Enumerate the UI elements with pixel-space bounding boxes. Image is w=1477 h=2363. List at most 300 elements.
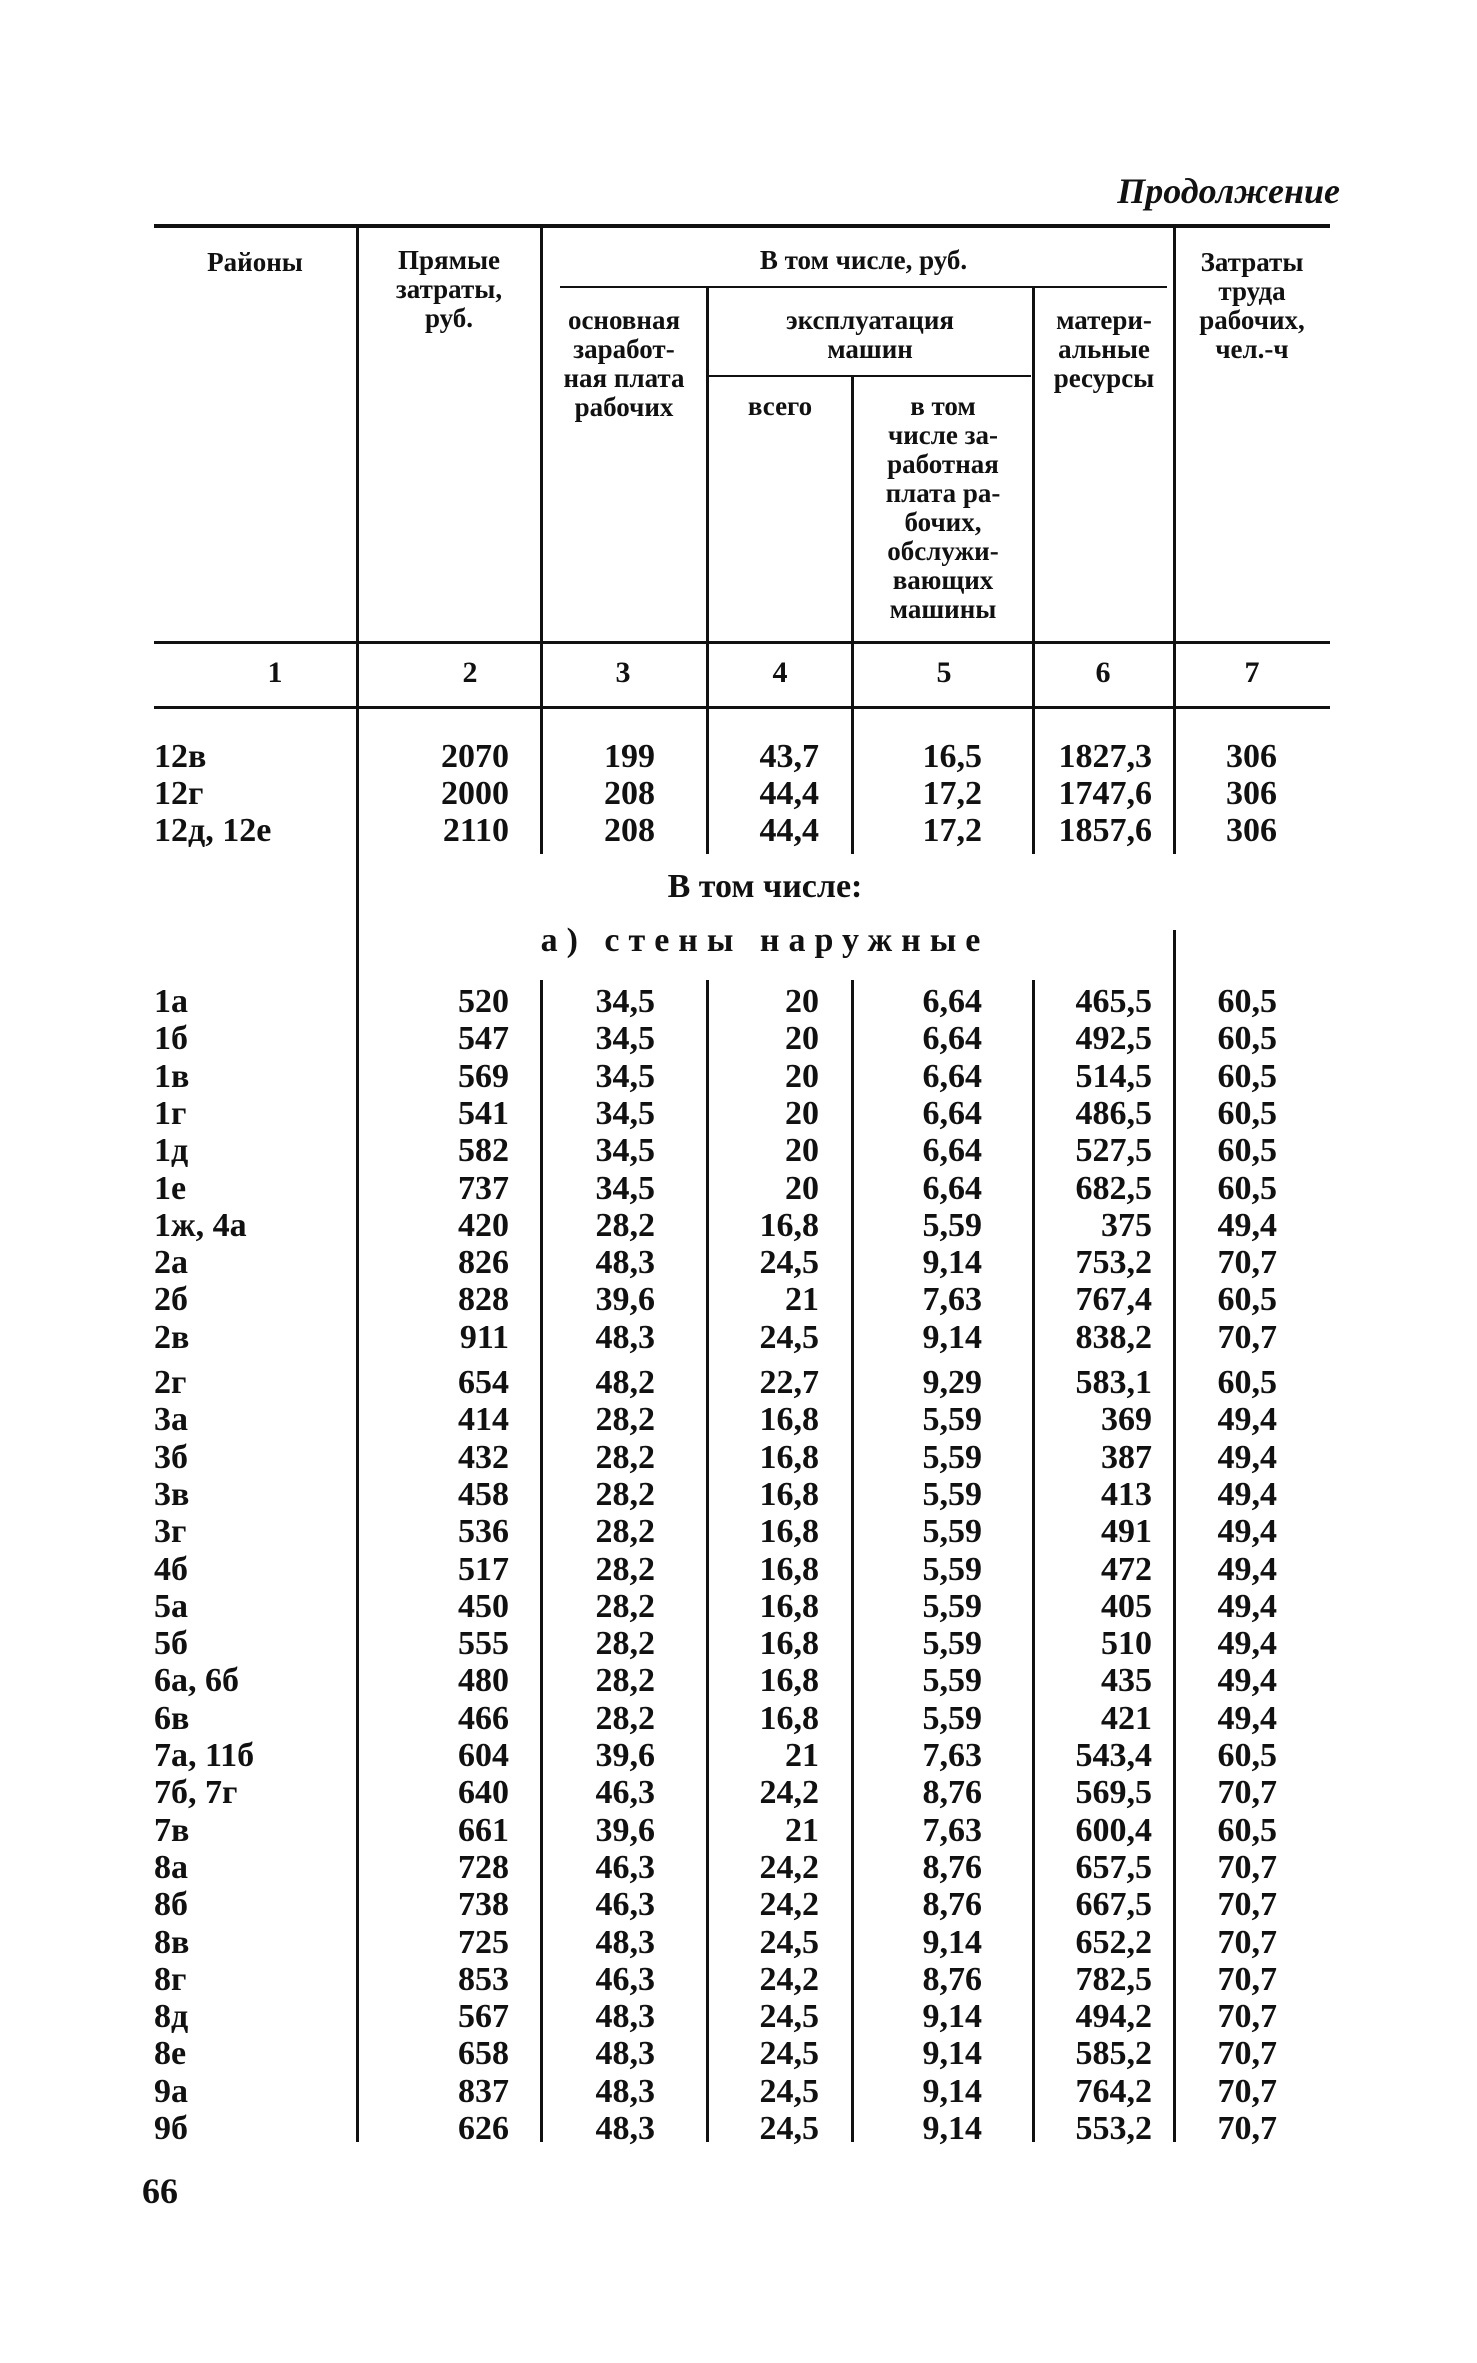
cell-labor: 49,4 <box>1217 1513 1277 1550</box>
cell-direct-costs: 517 <box>458 1551 509 1588</box>
cell-materials: 543,4 <box>1075 1737 1152 1774</box>
cell-direct-costs: 640 <box>458 1774 509 1811</box>
cell-machine-total: 22,7 <box>759 1364 819 1401</box>
table-row <box>0 1812 1477 1849</box>
cell-materials: 405 <box>1101 1588 1152 1625</box>
cell-materials: 472 <box>1101 1551 1152 1588</box>
cell-materials: 1857,6 <box>1058 812 1152 849</box>
header-base-wage <box>544 306 704 422</box>
column-number: 4 <box>772 656 788 689</box>
table-row <box>0 1058 1477 1095</box>
cell-machine-total: 24,5 <box>759 1319 819 1356</box>
cell-base-wage: 28,2 <box>595 1588 655 1625</box>
cell-base-wage: 46,3 <box>595 1774 655 1811</box>
cell-district: 5а <box>154 1588 188 1625</box>
table-row <box>0 1737 1477 1774</box>
cell-base-wage: 46,3 <box>595 1886 655 1923</box>
cell-district: 7б, 7г <box>154 1774 238 1811</box>
header-line: числе за- <box>888 420 998 450</box>
table-row <box>0 2035 1477 2072</box>
cell-district: 6а, 6б <box>154 1662 239 1699</box>
cell-district: 7а, 11б <box>154 1737 255 1774</box>
cell-base-wage: 34,5 <box>595 983 655 1020</box>
cell-machine-total: 24,2 <box>759 1886 819 1923</box>
column-number: 1 <box>267 656 283 689</box>
cell-district: 1в <box>154 1058 190 1095</box>
cell-direct-costs: 466 <box>458 1700 509 1737</box>
cell-machine-total: 44,4 <box>759 812 819 849</box>
cell-materials: 387 <box>1101 1439 1152 1476</box>
cell-labor: 306 <box>1226 775 1277 812</box>
cell-machine-wage: 9,14 <box>922 2035 982 2072</box>
cell-district: 8е <box>154 2035 187 2072</box>
cell-machine-wage: 5,59 <box>922 1476 982 1513</box>
cell-machine-total: 16,8 <box>759 1662 819 1699</box>
header-line: в том <box>910 391 976 421</box>
cell-district: 9б <box>154 2110 188 2147</box>
including-rule <box>560 286 1167 288</box>
cell-base-wage: 48,3 <box>595 1319 655 1356</box>
cell-machine-wage: 5,59 <box>922 1513 982 1550</box>
cell-direct-costs: 737 <box>458 1170 509 1207</box>
cell-materials: 600,4 <box>1075 1812 1152 1849</box>
cell-direct-costs: 604 <box>458 1737 509 1774</box>
cell-base-wage: 34,5 <box>595 1058 655 1095</box>
cell-base-wage: 28,2 <box>595 1700 655 1737</box>
table-row <box>0 1401 1477 1438</box>
cell-direct-costs: 555 <box>458 1625 509 1662</box>
table-row <box>0 1244 1477 1281</box>
table-row <box>0 1513 1477 1550</box>
header-line: руб. <box>424 303 474 333</box>
cell-materials: 1747,6 <box>1058 775 1152 812</box>
cell-machine-wage: 9,14 <box>922 1319 982 1356</box>
header-line: Прямые <box>397 245 501 275</box>
header-line: рабочих, <box>1199 305 1305 335</box>
cell-machine-wage: 17,2 <box>922 812 982 849</box>
cell-district: 1е <box>154 1170 187 1207</box>
cell-direct-costs: 458 <box>458 1476 509 1513</box>
cell-labor: 49,4 <box>1217 1588 1277 1625</box>
header-line: матери- <box>1056 305 1152 335</box>
cell-base-wage: 48,3 <box>595 1924 655 1961</box>
header-line: плата ра- <box>885 478 1001 508</box>
cell-machine-wage: 7,63 <box>922 1812 982 1849</box>
cell-direct-costs: 725 <box>458 1924 509 1961</box>
cell-machine-wage: 5,59 <box>922 1662 982 1699</box>
cell-machine-total: 24,2 <box>759 1849 819 1886</box>
cell-labor: 60,5 <box>1217 1132 1277 1169</box>
table-row <box>0 1588 1477 1625</box>
cell-district: 1а <box>154 983 188 1020</box>
cell-district: 7в <box>154 1812 190 1849</box>
cell-machine-wage: 7,63 <box>922 1737 982 1774</box>
header-direct-costs <box>360 246 538 333</box>
column-number: 6 <box>1095 656 1111 689</box>
cell-machine-total: 16,8 <box>759 1513 819 1550</box>
cell-labor: 70,7 <box>1217 2035 1277 2072</box>
cell-direct-costs: 582 <box>458 1132 509 1169</box>
table-row <box>0 983 1477 1020</box>
header-line: чел.-ч <box>1215 334 1289 364</box>
cell-labor: 70,7 <box>1217 2110 1277 2147</box>
page-number: 66 <box>142 2171 178 2211</box>
cell-machine-wage: 9,14 <box>922 2110 982 2147</box>
cell-direct-costs: 547 <box>458 1020 509 1057</box>
cell-machine-wage: 6,64 <box>922 1020 982 1057</box>
cell-materials: 553,2 <box>1075 2110 1152 2147</box>
cell-direct-costs: 911 <box>459 1319 509 1356</box>
table-row <box>0 1476 1477 1513</box>
cell-machine-total: 20 <box>785 1058 819 1095</box>
cell-direct-costs: 853 <box>458 1961 509 1998</box>
cell-machine-wage: 9,29 <box>922 1364 982 1401</box>
cell-materials: 682,5 <box>1075 1170 1152 1207</box>
cell-base-wage: 28,2 <box>595 1439 655 1476</box>
cell-labor: 70,7 <box>1217 1886 1277 1923</box>
cell-direct-costs: 2000 <box>441 775 509 812</box>
cell-machine-wage: 8,76 <box>922 1849 982 1886</box>
vrule-6-header <box>1173 228 1176 706</box>
cell-machine-wage: 9,14 <box>922 1244 982 1281</box>
cell-district: 12г <box>154 775 204 812</box>
table-row <box>0 1095 1477 1132</box>
cell-base-wage: 48,3 <box>595 1244 655 1281</box>
cell-labor: 70,7 <box>1217 1849 1277 1886</box>
header-incl-machine-wage <box>855 392 1031 624</box>
cell-direct-costs: 541 <box>458 1095 509 1132</box>
cell-district: 8г <box>154 1961 187 1998</box>
header-line: труда <box>1218 276 1286 306</box>
cell-base-wage: 46,3 <box>595 1961 655 1998</box>
cell-machine-total: 20 <box>785 1095 819 1132</box>
cell-materials: 764,2 <box>1075 2073 1152 2110</box>
cell-machine-total: 16,8 <box>759 1207 819 1244</box>
cell-labor: 49,4 <box>1217 1662 1277 1699</box>
header-line: ная плата <box>563 363 685 393</box>
cell-district: 3в <box>154 1476 190 1513</box>
cell-district: 2а <box>154 1244 188 1281</box>
column-numbers-rule <box>154 706 1330 709</box>
cell-base-wage: 48,3 <box>595 2073 655 2110</box>
table-row <box>0 1281 1477 1318</box>
cell-labor: 60,5 <box>1217 983 1277 1020</box>
vrule-3-header <box>706 286 709 706</box>
cell-machine-total: 16,8 <box>759 1476 819 1513</box>
cell-labor: 60,5 <box>1217 1058 1277 1095</box>
column-number: 5 <box>936 656 952 689</box>
cell-district: 2г <box>154 1364 187 1401</box>
cell-machine-wage: 6,64 <box>922 1095 982 1132</box>
cell-materials: 583,1 <box>1075 1364 1152 1401</box>
cell-materials: 375 <box>1101 1207 1152 1244</box>
cell-labor: 306 <box>1226 812 1277 849</box>
cell-materials: 838,2 <box>1075 1319 1152 1356</box>
cell-machine-total: 16,8 <box>759 1439 819 1476</box>
cell-labor: 70,7 <box>1217 1319 1277 1356</box>
cell-district: 8в <box>154 1924 190 1961</box>
cell-machine-wage: 8,76 <box>922 1961 982 1998</box>
cell-machine-total: 24,5 <box>759 2110 819 2147</box>
cell-base-wage: 28,2 <box>595 1513 655 1550</box>
column-number: 2 <box>462 656 478 689</box>
cell-machine-wage: 6,64 <box>922 1170 982 1207</box>
header-line: Затраты <box>1200 247 1304 277</box>
cell-machine-wage: 9,14 <box>922 1998 982 2035</box>
header-line: эксплуатация <box>786 305 954 335</box>
cell-machine-total: 20 <box>785 1132 819 1169</box>
table-row <box>0 812 1477 849</box>
table-row <box>0 1551 1477 1588</box>
cell-district: 2в <box>154 1319 190 1356</box>
header-materials <box>1036 306 1172 393</box>
cell-machine-total: 16,8 <box>759 1700 819 1737</box>
cell-machine-total: 20 <box>785 1170 819 1207</box>
cell-base-wage: 34,5 <box>595 1095 655 1132</box>
cell-labor: 70,7 <box>1217 1924 1277 1961</box>
cell-labor: 60,5 <box>1217 1020 1277 1057</box>
cell-machine-total: 24,5 <box>759 2035 819 2072</box>
cell-district: 9а <box>154 2073 188 2110</box>
cell-base-wage: 208 <box>604 775 655 812</box>
cell-district: 8д <box>154 1998 189 2035</box>
header-machine-operation <box>710 306 1030 364</box>
cell-district: 4б <box>154 1551 188 1588</box>
cell-direct-costs: 414 <box>458 1401 509 1438</box>
cell-district: 8б <box>154 1886 188 1923</box>
table-row <box>0 1998 1477 2035</box>
cell-machine-total: 21 <box>785 1737 819 1774</box>
cell-materials: 753,2 <box>1075 1244 1152 1281</box>
cell-base-wage: 39,6 <box>595 1281 655 1318</box>
column-number: 3 <box>615 656 631 689</box>
cell-machine-total: 16,8 <box>759 1588 819 1625</box>
cell-direct-costs: 432 <box>458 1439 509 1476</box>
cell-district: 12в <box>154 738 207 775</box>
table-row <box>0 2073 1477 2110</box>
cell-district: 2б <box>154 1281 188 1318</box>
cell-materials: 667,5 <box>1075 1886 1152 1923</box>
cell-direct-costs: 450 <box>458 1588 509 1625</box>
cell-direct-costs: 2110 <box>442 812 509 849</box>
header-line: работная <box>887 449 999 479</box>
table-row <box>0 775 1477 812</box>
cell-materials: 486,5 <box>1075 1095 1152 1132</box>
header-line: обслужи- <box>887 536 999 566</box>
cell-base-wage: 199 <box>604 738 655 775</box>
header-labor <box>1177 248 1327 364</box>
cell-labor: 60,5 <box>1217 1095 1277 1132</box>
table-row <box>0 1886 1477 1923</box>
cell-district: 1д <box>154 1132 189 1169</box>
cell-machine-total: 21 <box>785 1812 819 1849</box>
cell-materials: 413 <box>1101 1476 1152 1513</box>
cell-materials: 652,2 <box>1075 1924 1152 1961</box>
cell-labor: 49,4 <box>1217 1625 1277 1662</box>
cell-materials: 514,5 <box>1075 1058 1152 1095</box>
cell-machine-wage: 5,59 <box>922 1551 982 1588</box>
header-line: заработ- <box>573 334 675 364</box>
cell-materials: 435 <box>1101 1662 1152 1699</box>
cell-labor: 60,5 <box>1217 1364 1277 1401</box>
cell-machine-wage: 6,64 <box>922 1132 982 1169</box>
cell-district: 6в <box>154 1700 190 1737</box>
table-row <box>0 1924 1477 1961</box>
cell-machine-wage: 5,59 <box>922 1700 982 1737</box>
cell-machine-total: 16,8 <box>759 1401 819 1438</box>
cell-materials: 657,5 <box>1075 1849 1152 1886</box>
cell-machine-wage: 17,2 <box>922 775 982 812</box>
cell-machine-total: 24,5 <box>759 1998 819 2035</box>
cell-labor: 60,5 <box>1217 1737 1277 1774</box>
vrule-1-header <box>356 228 359 706</box>
cell-direct-costs: 480 <box>458 1662 509 1699</box>
cell-district: 3г <box>154 1513 187 1550</box>
cell-direct-costs: 837 <box>458 2073 509 2110</box>
cell-materials: 585,2 <box>1075 2035 1152 2072</box>
cell-machine-wage: 7,63 <box>922 1281 982 1318</box>
cell-labor: 60,5 <box>1217 1281 1277 1318</box>
machine-rule <box>709 375 1031 377</box>
cell-materials: 491 <box>1101 1513 1152 1550</box>
cell-base-wage: 39,6 <box>595 1737 655 1774</box>
cell-labor: 49,4 <box>1217 1207 1277 1244</box>
cell-base-wage: 48,2 <box>595 1364 655 1401</box>
cell-direct-costs: 661 <box>458 1812 509 1849</box>
continuation-label: Продолжение <box>1117 171 1340 211</box>
table-row <box>0 1364 1477 1401</box>
cell-machine-total: 24,5 <box>759 1924 819 1961</box>
table-row <box>0 1207 1477 1244</box>
table-row <box>0 1319 1477 1356</box>
cell-materials: 492,5 <box>1075 1020 1152 1057</box>
table-row <box>0 1961 1477 1998</box>
cell-base-wage: 28,2 <box>595 1662 655 1699</box>
cell-machine-total: 20 <box>785 983 819 1020</box>
cell-machine-wage: 5,59 <box>922 1439 982 1476</box>
table-row <box>0 1774 1477 1811</box>
cell-base-wage: 34,5 <box>595 1170 655 1207</box>
header-including-rub: В том числе, руб. <box>759 245 968 275</box>
cell-machine-total: 43,7 <box>759 738 819 775</box>
cell-base-wage: 28,2 <box>595 1551 655 1588</box>
table-row <box>0 1662 1477 1699</box>
cell-machine-wage: 9,14 <box>922 1924 982 1961</box>
table-row <box>0 1625 1477 1662</box>
cell-district: 8а <box>154 1849 188 1886</box>
cell-direct-costs: 567 <box>458 1998 509 2035</box>
vrule-5-header <box>1032 286 1035 706</box>
cell-machine-wage: 16,5 <box>922 738 982 775</box>
cell-base-wage: 34,5 <box>595 1020 655 1057</box>
cell-direct-costs: 826 <box>458 1244 509 1281</box>
cell-machine-wage: 6,64 <box>922 983 982 1020</box>
cell-direct-costs: 738 <box>458 1886 509 1923</box>
cell-materials: 1827,3 <box>1058 738 1152 775</box>
cell-labor: 70,7 <box>1217 1244 1277 1281</box>
cell-machine-total: 21 <box>785 1281 819 1318</box>
vrule-2-header <box>540 228 543 706</box>
cell-direct-costs: 2070 <box>441 738 509 775</box>
header-line: бочих, <box>904 507 982 537</box>
header-line: основная <box>567 305 681 335</box>
table-row <box>0 1170 1477 1207</box>
cell-base-wage: 28,2 <box>595 1207 655 1244</box>
cell-materials: 782,5 <box>1075 1961 1152 1998</box>
cell-direct-costs: 828 <box>458 1281 509 1318</box>
header-line: затраты, <box>395 274 503 304</box>
section-walls: а) стены наружные <box>540 922 990 959</box>
cell-materials: 527,5 <box>1075 1132 1152 1169</box>
cell-machine-wage: 9,14 <box>922 2073 982 2110</box>
cell-district: 3а <box>154 1401 188 1438</box>
cell-machine-total: 20 <box>785 1020 819 1057</box>
cell-district: 5б <box>154 1625 188 1662</box>
table-row <box>0 1020 1477 1057</box>
cell-machine-wage: 6,64 <box>922 1058 982 1095</box>
cell-base-wage: 48,3 <box>595 2035 655 2072</box>
cell-direct-costs: 569 <box>458 1058 509 1095</box>
cell-base-wage: 28,2 <box>595 1401 655 1438</box>
cell-materials: 465,5 <box>1075 983 1152 1020</box>
table-row <box>0 1700 1477 1737</box>
cell-base-wage: 39,6 <box>595 1812 655 1849</box>
header-line: машины <box>889 594 997 624</box>
cell-labor: 60,5 <box>1217 1812 1277 1849</box>
cell-machine-total: 44,4 <box>759 775 819 812</box>
cell-district: 12д, 12е <box>154 812 272 849</box>
cell-materials: 569,5 <box>1075 1774 1152 1811</box>
cell-materials: 767,4 <box>1075 1281 1152 1318</box>
cell-district: 1г <box>154 1095 187 1132</box>
cell-base-wage: 46,3 <box>595 1849 655 1886</box>
table-row <box>0 1849 1477 1886</box>
cell-direct-costs: 658 <box>458 2035 509 2072</box>
cell-labor: 49,4 <box>1217 1476 1277 1513</box>
cell-labor: 49,4 <box>1217 1700 1277 1737</box>
cell-machine-total: 24,2 <box>759 1961 819 1998</box>
cell-direct-costs: 420 <box>458 1207 509 1244</box>
vrule-4-header <box>851 375 854 706</box>
section-including: В том числе: <box>667 868 863 905</box>
cell-district: 1ж, 4а <box>154 1207 247 1244</box>
table-top-rule <box>154 224 1330 228</box>
cell-district: 3б <box>154 1439 188 1476</box>
header-total: всего <box>747 391 813 421</box>
cell-base-wage: 34,5 <box>595 1132 655 1169</box>
table-row <box>0 2110 1477 2147</box>
header-line: ресурсы <box>1053 363 1155 393</box>
cell-machine-total: 16,8 <box>759 1551 819 1588</box>
cell-machine-total: 24,2 <box>759 1774 819 1811</box>
column-number: 7 <box>1244 656 1260 689</box>
table-row <box>0 738 1477 775</box>
header-districts: Районы <box>207 247 303 277</box>
cell-machine-wage: 5,59 <box>922 1588 982 1625</box>
cell-materials: 369 <box>1101 1401 1152 1438</box>
cell-base-wage: 28,2 <box>595 1625 655 1662</box>
cell-machine-wage: 8,76 <box>922 1774 982 1811</box>
cell-base-wage: 48,3 <box>595 2110 655 2147</box>
cell-machine-wage: 8,76 <box>922 1886 982 1923</box>
cell-labor: 49,4 <box>1217 1551 1277 1588</box>
cell-base-wage: 208 <box>604 812 655 849</box>
cell-labor: 70,7 <box>1217 1998 1277 2035</box>
table-row <box>0 1439 1477 1476</box>
cell-machine-wage: 5,59 <box>922 1401 982 1438</box>
cell-machine-total: 16,8 <box>759 1625 819 1662</box>
cell-machine-wage: 5,59 <box>922 1207 982 1244</box>
